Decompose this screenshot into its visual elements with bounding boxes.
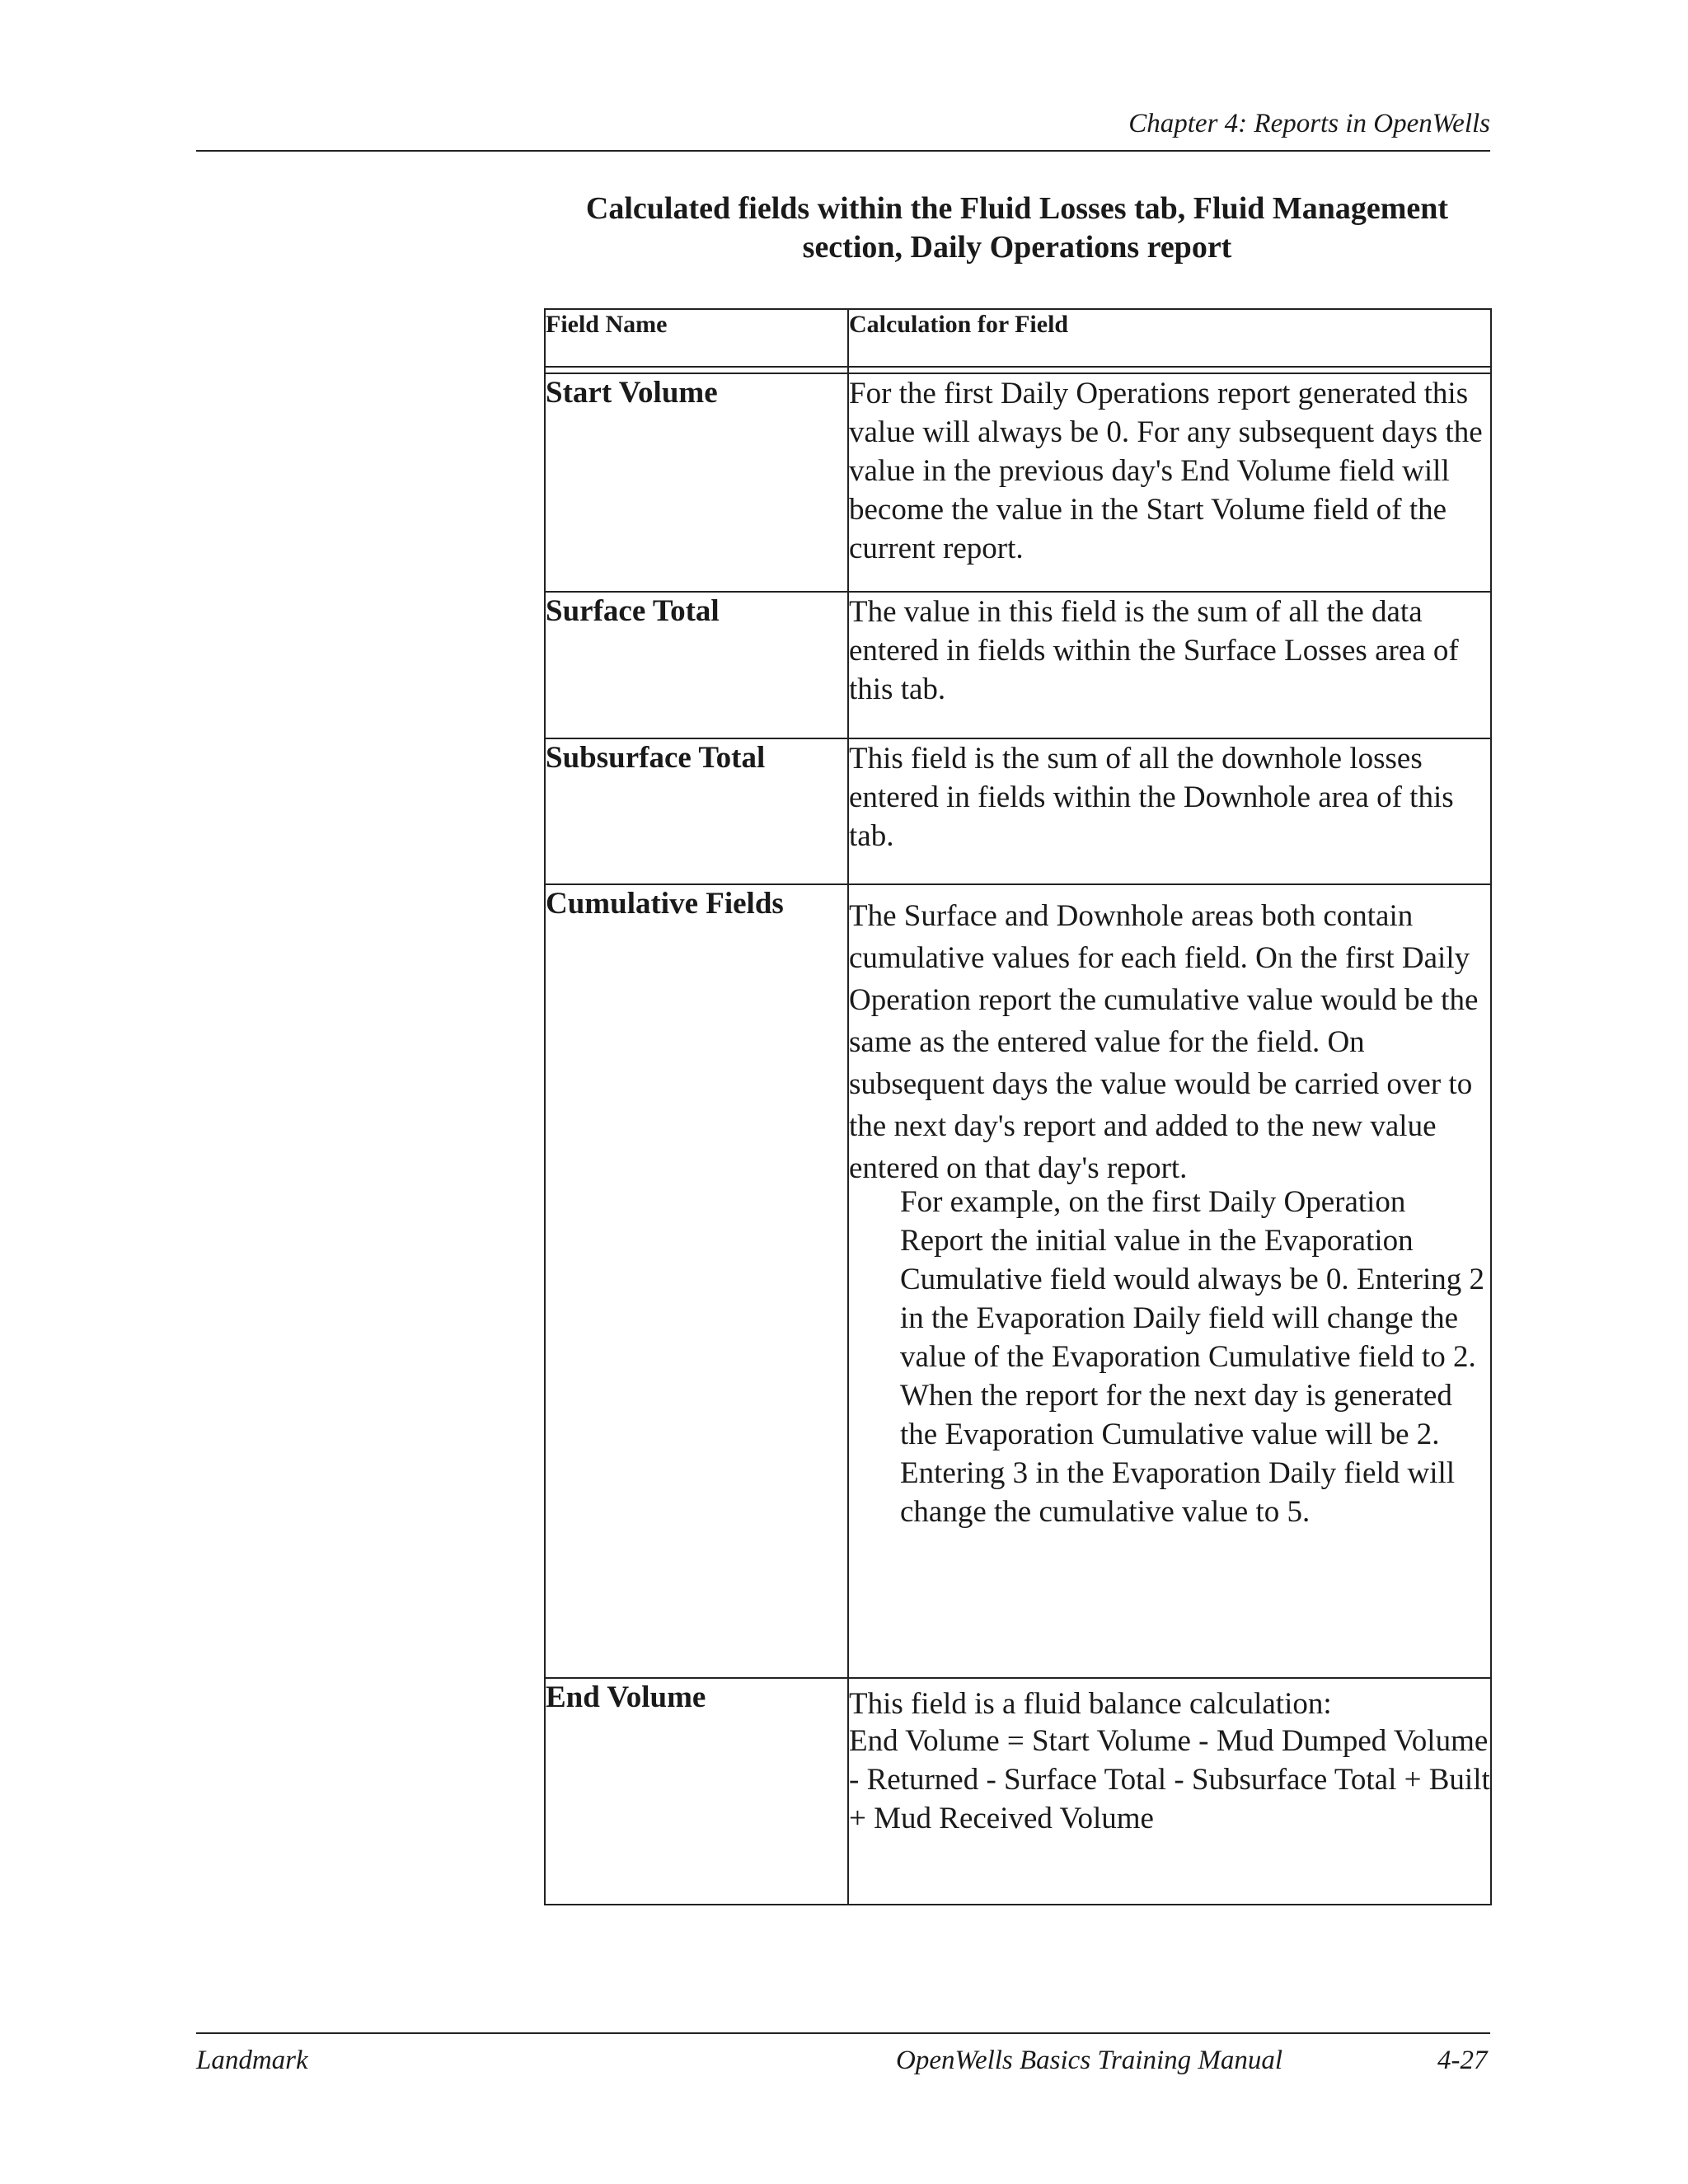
footer-publisher: Landmark (196, 2046, 308, 2075)
running-header: Chapter 4: Reports in OpenWells (1128, 109, 1490, 138)
cumulative-example: For example, on the first Daily Operation Report the initial value in the Evaporation Cumulative field would always be 0. Entering 2 in the Evaporation Daily field will change the value of the Evaporation Cumulative field to 2. When the report for the next day is generated the Evaporation Cumulative value will be 2. Entering 3 in the Evaporation Daily field will change the cumulative value to 5. (900, 1185, 1485, 1529)
end-volume-formula: End Volume = Start Volume - Mud Dumped Volume - Returned - Surface Total - Subsurface Total + Built + Mud Received Volume (849, 1724, 1490, 1835)
page-number: 4-27 (1437, 2046, 1488, 2075)
calculation-cell: The value in this field is the sum of all the data entered in fields within the Surface Losses area of this tab. (848, 592, 1491, 738)
cumulative-description: The Surface and Downhole areas both contain cumulative values for each field. On the first Daily Operation report the cumulative value would be the same as the entered value for the field. On subsequent days the value would be carried over to the next day's report and added to the new value entered on that day's report. (849, 899, 1479, 1185)
table-row (545, 884, 1491, 1678)
table-title (544, 190, 1490, 267)
calculation-cell: For the first Daily Operations report generated this value will always be 0. For any subsequent days the value in the previous day's End Volume field will become the value in the Start Volume field of the current report. (848, 373, 1491, 592)
calculation-cell: This field is the sum of all the downhole losses entered in fields within the Downhole area of this tab. (848, 738, 1491, 884)
footer-manual-title: OpenWells Basics Training Manual (896, 2046, 1283, 2075)
table-row (545, 1678, 1491, 1905)
end-volume-intro: This field is a fluid balance calculation: (849, 1687, 1332, 1721)
table-header-row (545, 309, 1491, 367)
column-header-calculation: Calculation for Field (848, 309, 1491, 367)
table-row (545, 373, 1491, 592)
header-rule (196, 150, 1490, 152)
header-separator (545, 367, 1491, 373)
calculation-cell (848, 1678, 1491, 1905)
table-row (545, 592, 1491, 738)
field-name-cell: End Volume (545, 1678, 848, 1905)
table-row (545, 738, 1491, 884)
field-name-cell: Cumulative Fields (545, 884, 848, 1678)
column-header-field-name: Field Name (545, 309, 848, 367)
field-name-cell: Surface Total (545, 592, 848, 738)
table-title-line-1: Calculated fields within the Fluid Losses tab, Fluid Management (585, 191, 1449, 226)
field-name-cell: Start Volume (545, 373, 848, 592)
footer-rule (196, 2032, 1490, 2034)
field-name-cell: Subsurface Total (545, 738, 848, 884)
calculated-fields-table (544, 308, 1492, 1905)
table-title-line-2: section, Daily Operations report (802, 230, 1232, 265)
calculation-cell (848, 884, 1491, 1678)
